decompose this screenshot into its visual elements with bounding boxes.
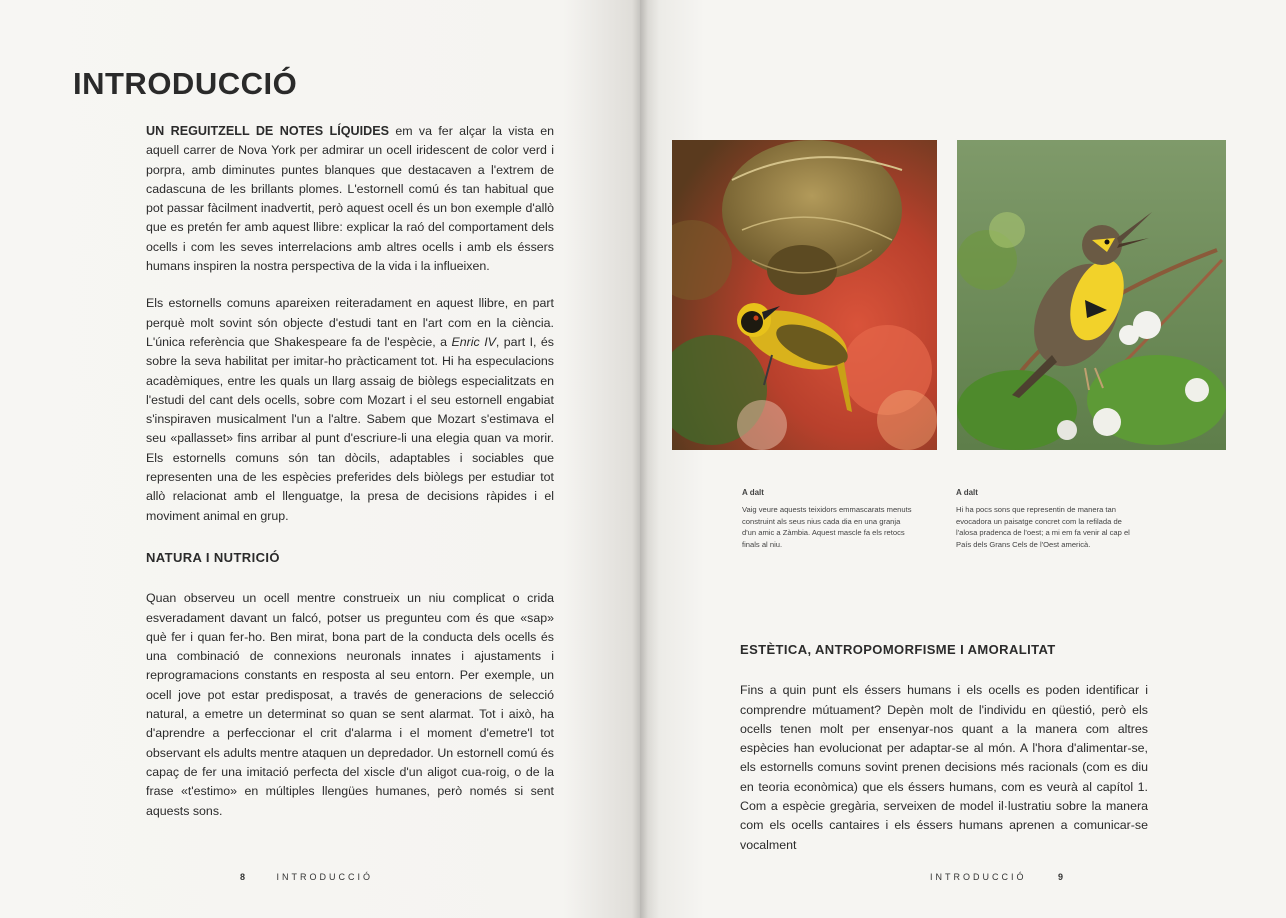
- meadowlark-image: [957, 140, 1226, 450]
- caption-meadowlark: [956, 487, 1131, 550]
- page-number: 9: [1058, 872, 1064, 882]
- caption-text: Hi ha pocs sons que representin de manera tan evocadora un paisatge concret com la refilada de l'alosa pradenca de l'oest; a mi em fa venir al cap el País dels Grans Cels de l'Oest americà.: [956, 505, 1130, 549]
- caption-text: Vaig veure aquests teixidors emmascarats menuts construint als seus nius cada dia en una granja d'un amic a Zàmbia. Aquest mascle fa els retocs finals al niu.: [742, 505, 912, 549]
- lead-bold-text: UN REGUITZELL DE NOTES LÍQUIDES: [146, 124, 390, 138]
- section-heading-aesthetics: ESTÈTICA, ANTROPOMORFISME I AMORALITAT: [740, 642, 1056, 657]
- running-footer: INTRODUCCIÓ: [930, 872, 1027, 882]
- left-page: [0, 0, 640, 918]
- paragraph-aesthetics: Fins a quin punt els éssers humans i els ocells es poden identificar i comprendre mútuament? Depèn molt de l'individu en qüestió, però els ocells tenen molt per ensenyar-nos quant a la manera com altres espècies han evolucionat per adaptar-se al món. A l'hora d'alimentar-se, els estornells comuns sovint prenen decisions més racionals (com es diu en teoria econòmica) que els éssers humans, com es veurà al capítol 1. Com a espècie gregària, serveixen de model il·lustratiu sobre la manera com els ocells cantaires i els éssers humans aprenen a comunicar-se vocalment: [740, 683, 1148, 852]
- caption-label: A dalt: [956, 488, 978, 497]
- page-number: 8: [240, 872, 246, 882]
- weaver-bird-photo: [672, 140, 937, 450]
- book-spine-shadow: [632, 0, 648, 918]
- right-footer: [930, 872, 1063, 882]
- chapter-title: INTRODUCCIÓ: [73, 66, 298, 101]
- meadowlark-photo: [957, 140, 1226, 450]
- left-footer: [240, 872, 373, 882]
- paragraph-text: , part I, és sobre la seva habilitat per imitar-ho pràcticament tot. Hi ha especulacions acadèmiques, entre les quals un llarg assaig de biòlegs especialitzats en l'estudi del cant dels ocells, sobre com Mozart i el seu estornell engabiat s'inspiraven musicalment l'un a l'altre. Sabem que Mozart s'estimava el seu «pallasset» fins arribar al punt d'escriure-li una elegia quan va morir. Els estornells comuns són tan dòcils, adaptables i sociables que representen una de les espècies preferides dels biòlegs per estudiar tot allò relacionat amb el llenguatge, la presa de decisions ràpides i el moviment animal en grup.: [146, 334, 555, 523]
- paragraph-text: Els estornells comuns apareixen reiteradament en aquest llibre, en part perquè molt sovint són objecte d'estudi tant en l'art com en la ciència. L'única referència que Shakespeare fa de l'espècie, a: [146, 296, 554, 349]
- running-footer: INTRODUCCIÓ: [276, 872, 374, 882]
- right-text-column: [740, 640, 1148, 855]
- weaver-bird-image: [672, 140, 937, 450]
- lead-paragraph: [146, 122, 554, 276]
- paragraph-nature: Quan observeu un ocell mentre construeix un niu complicat o crida esveradament davant un falcó, potser us pregunteu com és que «sap» què fer i quan fer-ho. Ben mirat, bona part de la conducta dels ocells és una combinació de connexions neuronals innates i ajustaments i reprogramacions constants en resposta al seu entorn. Per exemple, un ocell jove pot estar predisposat, a través de generacions de selecció natural, a emetre un determinat so quan se sent alarmat. Tot i això, ha d'aprendre a perfeccionar el crit d'alarma i el moment d'emetre'l tot observant els adults mentre ataquen un depredador. Un estornell comú és capaç de fer una imitació perfecta del xiscle d'un aligot cua-roig, o de la frase «t'estimo» en múltiples llengües humanes, però només si sent aquests sons.: [146, 591, 554, 818]
- section-heading-nature: NATURA I NUTRICIÓ: [146, 549, 280, 565]
- lead-text: em va fer alçar la vista en aquell carrer de Nova York per admirar un ocell iridescent de color verd i porpra, amb diminutes puntes blanques que destacaven a l'extrem de cadascuna de les brillants plomes. L'estornell comú és tan habitual que pot passar fàcilment inadvertit, però aquest ocell és un bon exemple d'allò que es pretén fer amb aquest llibre: explicar la raó del comportament dels ocells i com les seves interrelacions amb altres ocells i amb els éssers humans inspiren la nostra perspectiva de la vida i la influeixen.: [146, 124, 554, 274]
- caption-label: A dalt: [742, 488, 764, 497]
- paragraph-starlings: [146, 294, 554, 526]
- italic-title: Enric IV: [451, 334, 496, 349]
- left-text-column: [146, 122, 554, 821]
- caption-weaver: [742, 487, 912, 550]
